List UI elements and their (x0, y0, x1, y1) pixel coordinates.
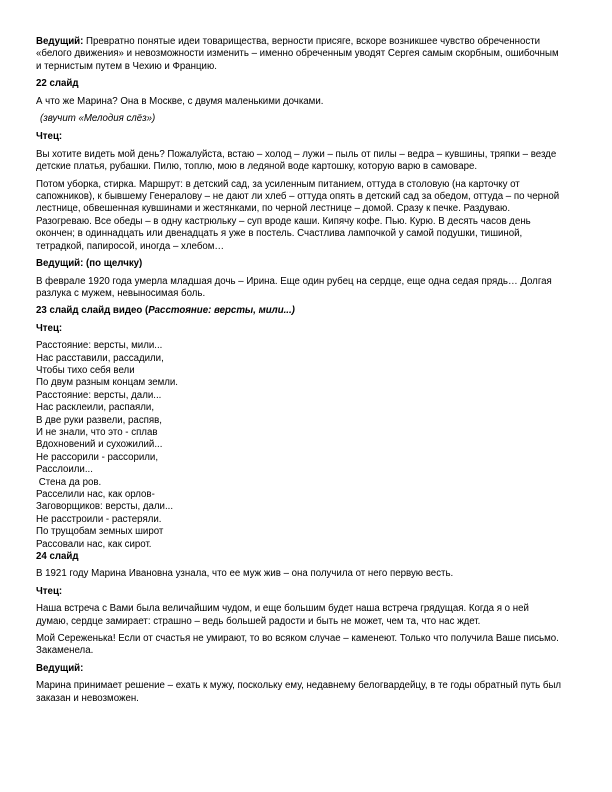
speaker-label: Ведущий: (36, 36, 84, 47)
poem-line: Стена да ров. (36, 476, 102, 488)
paragraph-text: Превратно понятые идеи товарищества, верности присяге, вскоре возникшее чувство обреченности «белого движения» и невозможности изменить – именно обреченным уводят Сергея самым скорбным, ошибочным и тернистым путем в Чехию и Францию. (36, 36, 559, 72)
host-intro-paragraph (36, 36, 562, 73)
poem-line: Заговорщиков: версты, дали... (36, 501, 174, 513)
poem-line: Нас расставили, рассадили, (36, 352, 164, 364)
poem-line: Нас расклеили, распаяли, (36, 402, 155, 414)
host-paragraph: В феврале 1920 года умерла младшая дочь – Ирина. Еще один рубец на сердце, еще одна седая прядь… Долгая разлука с мужем, невыносимая боль. (36, 275, 552, 299)
poem-line: Чтобы тихо себя вели (36, 364, 135, 376)
poem-line: Расстояние: версты, дали... (36, 389, 162, 401)
host-label: Ведущий: (36, 662, 84, 674)
poem-line: В две руки развели, распяв, (36, 414, 162, 426)
slide-heading-video-title: Расстояние: версты, мили...) (148, 305, 295, 317)
poem-line: По трущобам земных широт (36, 526, 164, 538)
poem-line: Не рассорили - рассорили, (36, 451, 159, 463)
reader-label: Чтец: (36, 322, 63, 334)
document-page (36, 36, 562, 710)
poem-line: Расселили нас, как орлов- (36, 489, 155, 500)
slide-heading-22: 22 слайд (36, 78, 79, 90)
poem-line: Расстояние: версты, мили... (36, 340, 163, 352)
paragraph-22: А что же Марина? Она в Москве, с двумя маленькими дочками. (36, 95, 324, 107)
reader-label: Чтец: (36, 585, 63, 597)
poem-line: Вдохновений и сухожилий... (36, 439, 163, 451)
reader-paragraph: Мой Сереженька! Если от счастья не умирают, то во всяком случае – каменеют. Только что получила Ваше письмо. Закаменела. (36, 633, 559, 657)
poem-line: Расслоили... (36, 464, 93, 476)
poem-line: По двум разным концам земли. (36, 377, 178, 389)
music-note: (звучит «Мелодия слёз») (40, 113, 156, 125)
poem (36, 340, 562, 551)
paragraph-24: В 1921 году Марина Ивановна узнала, что ее муж жив – она получила от него первую весть. (36, 568, 454, 580)
reader-paragraph: Потом уборка, стирка. Маршрут: в детский сад, за усиленным питанием, оттуда в столовую (на карточку от сапожников), к бывшему Генералову – не дают ли хлеб – оттуда опять в детский сад за обедом, оттуда – по черной лестнице, обвешенная кувшинами и жестянками, по черной лестнице – домой. Сразу к печке. Раздуваю. Разогреваю. Все обеды – в одну кастрюльку – суп вроде каши. Кипячу кофе. Пью. Курю. В десять часов день окончен; в одиннадцать или двенадцать я уже в постель. Счастлива лампочкой у самой подушки, тишиной, тетрадкой, папиросой, иногда – хлебом… (36, 178, 560, 252)
slide-heading-24: 24 слайд (36, 551, 79, 563)
slide-heading-23 (36, 305, 562, 317)
host-paragraph: Марина принимает решение – ехать к мужу, поскольку ему, недавнему белогвардейцу, в те годы обратный путь был заказан и невозможен. (36, 680, 562, 704)
poem-line: Рассовали нас, как сирот. (36, 538, 152, 550)
reader-paragraph: Вы хотите видеть мой день? Пожалуйста, встаю – холод – лужи – пыль от пилы – ведра – кувшины, тряпки – везде детские платья, рубашки. Пилю, топлю, мою в ледяной воде картошку, которую варю в самоваре. (36, 148, 557, 173)
poem-line: И не знали, что это - сплав (36, 426, 158, 438)
reader-paragraph: Наша встреча с Вами была величайшим чудом, и еще большим будет наша встреча грядущая. Когда я о ней думаю, сердце замирает: страшно – ведь большей радости и быть не может, чем та, что нас ждет. (36, 603, 529, 627)
reader-label: Чтец: (36, 131, 63, 143)
poem-line: Не расстроили - растеряли. (36, 513, 162, 525)
slide-heading-text: 23 слайд слайд видео ( (36, 305, 149, 317)
host-label: Ведущий: (по щелчку) (36, 258, 143, 270)
